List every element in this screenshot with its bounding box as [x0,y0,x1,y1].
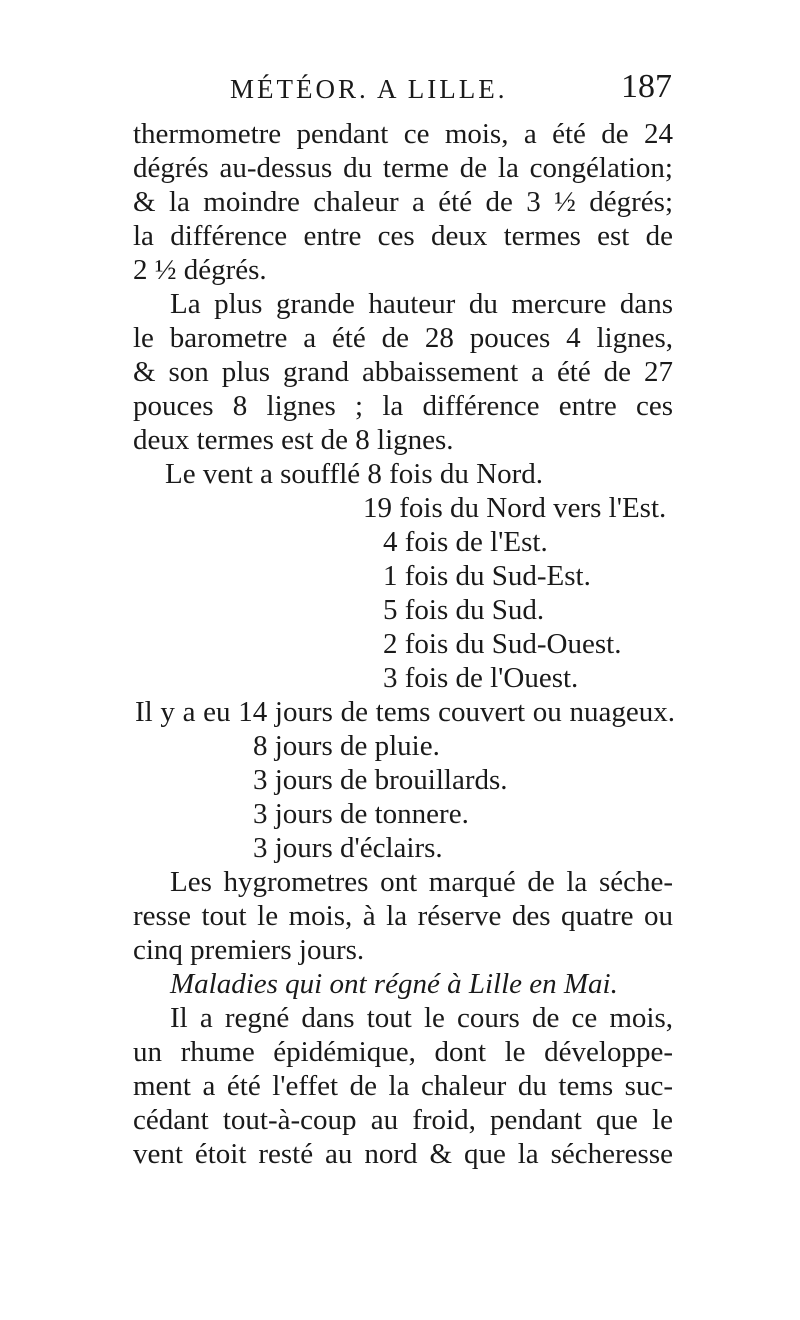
text-line: thermometre pendant ce mois, a été de 24 [133,118,673,150]
text-line: cédant tout-à-coup au froid, pendant que le [133,1104,673,1136]
wind-line: 4 fois de l'Est. [383,526,548,558]
weather-line: 3 jours de brouillards. [253,764,508,796]
text-line: Les hygrometres ont marqué de la séche- [170,866,673,898]
wind-line: 2 fois du Sud-Ouest. [383,628,622,660]
page-header [230,68,680,114]
text-line: Il a regné dans tout le cours de ce mois, [170,1002,673,1034]
text-line: deux termes est de 8 lignes. [133,424,454,456]
text-line: un rhume épidémique, dont le développe- [133,1036,673,1068]
running-head: MÉTÉOR. A LILLE. [230,74,508,104]
text-line: 2 ½ dégrés. [133,254,267,286]
weather-line: 8 jours de pluie. [253,730,440,762]
section-heading: Maladies qui ont régné à Lille en Mai. [170,968,618,1000]
weather-line: 3 jours d'éclairs. [253,832,443,864]
text-line: la différence entre ces deux termes est de [133,220,673,252]
text-line: La plus grande hauteur du mercure dans [170,288,673,320]
weather-line: Il y a eu 14 jours de tems couvert ou nuageux. [135,696,675,728]
text-line: dégrés au-dessus du terme de la congélation; [133,152,673,184]
text-line: & son plus grand abbaissement a été de 27 [133,356,673,388]
page-number: 187 [621,68,672,105]
wind-line: 5 fois du Sud. [383,594,545,626]
wind-line: Le vent a soufflé 8 fois du Nord. [165,458,543,490]
text-line: resse tout le mois, à la réserve des quatre ou [133,900,673,932]
wind-line: 1 fois du Sud-Est. [383,560,591,592]
weather-line: 3 jours de tonnere. [253,798,469,830]
text-line: ment a été l'effet de la chaleur du tems suc- [133,1070,673,1102]
wind-line: 19 fois du Nord vers l'Est. [363,492,667,524]
text-line: vent étoit resté au nord & que la sécheresse [133,1138,673,1170]
text-line: pouces 8 lignes ; la différence entre ces [133,390,673,422]
text-line: le barometre a été de 28 pouces 4 lignes, [133,322,673,354]
wind-line: 3 fois de l'Ouest. [383,662,579,694]
text-line: & la moindre chaleur a été de 3 ½ dégrés; [133,186,673,218]
text-line: cinq premiers jours. [133,934,365,966]
